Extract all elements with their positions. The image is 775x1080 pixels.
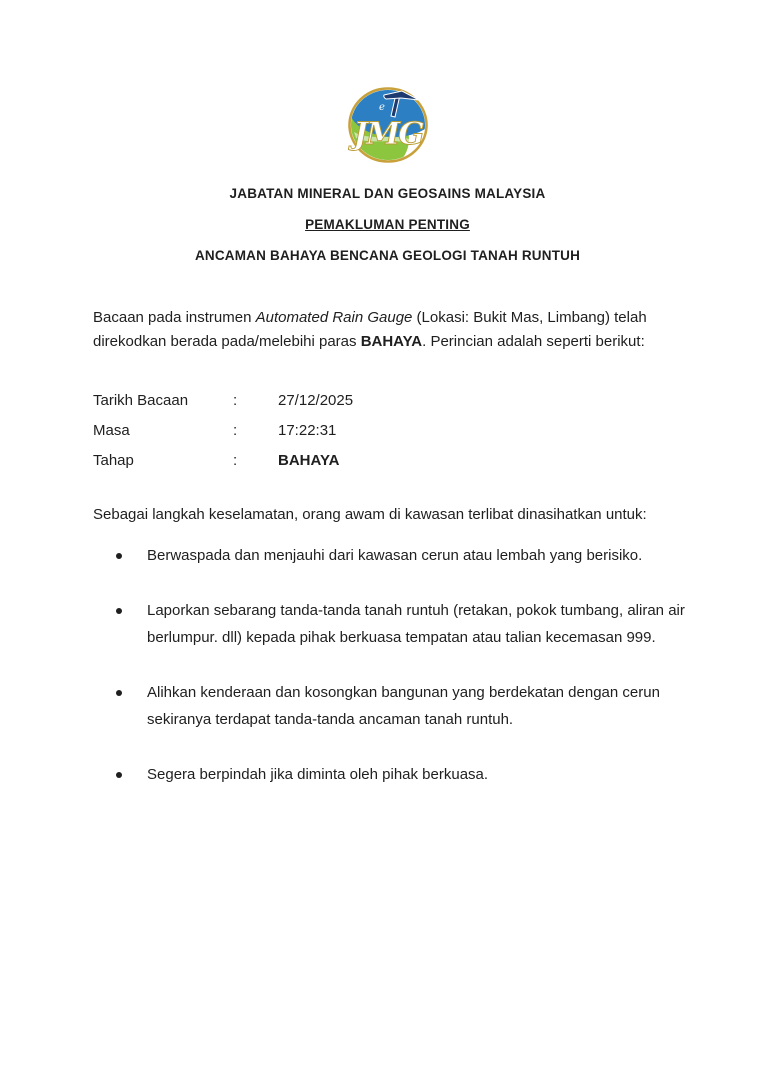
logo-container [0,0,775,166]
logo-text: JMG [352,116,423,152]
table-row-tahap [93,445,685,475]
detail-label: Tahap [93,451,134,469]
detail-value-date: 27/12/2025 [278,391,354,409]
list-item: Laporkan sebarang tanda-tanda tanah runtuh (retakan, pokok tumbang, aliran air berlumpur. dll) kepada pihak berkuasa tempatan atau talian kecemasan 999. [93,597,685,651]
document-body [93,306,685,788]
detail-separator: : [233,391,238,409]
list-item: Berwaspada dan menjauhi dari kawasan cerun atau lembah yang berisiko. [93,542,685,569]
logo-swirl: e [378,102,385,113]
reading-details-table [93,385,685,475]
intro-paragraph [93,306,685,353]
table-row-masa [93,415,685,445]
intro-text-mid: (Lokasi: Bukit Mas, Limbang) telah direkodkan berada pada/melebihi paras [93,309,647,350]
alert-level-inline: BAHAYA [360,332,423,350]
detail-separator: : [233,421,238,439]
advisory-list [93,542,685,788]
detail-value-level: BAHAYA [278,451,340,469]
intro-text-end: . Perincian adalah seperti berikut: [422,332,645,350]
intro-text-start: Bacaan pada instrumen [93,309,256,326]
list-item: Alihkan kenderaan dan kosongkan bangunan yang berdekatan dengan cerun sekiranya terdapat tanda-tanda ancaman tanah runtuh. [93,679,685,733]
instrument-name: Automated Rain Gauge [255,309,413,326]
subject-line: ANCAMAN BAHAYA BENCANA GEOLOGI TANAH RUNTUH [194,248,581,263]
list-item: Segera berpindah jika diminta oleh pihak berkuasa. [93,761,685,788]
notice-title: PEMAKLUMAN PENTING [305,217,470,232]
document-headers [0,186,775,264]
detail-label: Masa [93,421,130,439]
org-name: JABATAN MINERAL DAN GEOSAINS MALAYSIA [229,186,546,201]
detail-label: Tarikh Bacaan [93,391,189,409]
detail-separator: : [233,451,238,469]
advisory-lead: Sebagai langkah keselamatan, orang awam di kawasan terlibat dinasihatkan untuk: [93,506,647,523]
table-row-tarikh-bacaan [93,385,685,415]
jmg-logo-icon [346,86,430,166]
detail-value-time: 17:22:31 [278,421,337,439]
